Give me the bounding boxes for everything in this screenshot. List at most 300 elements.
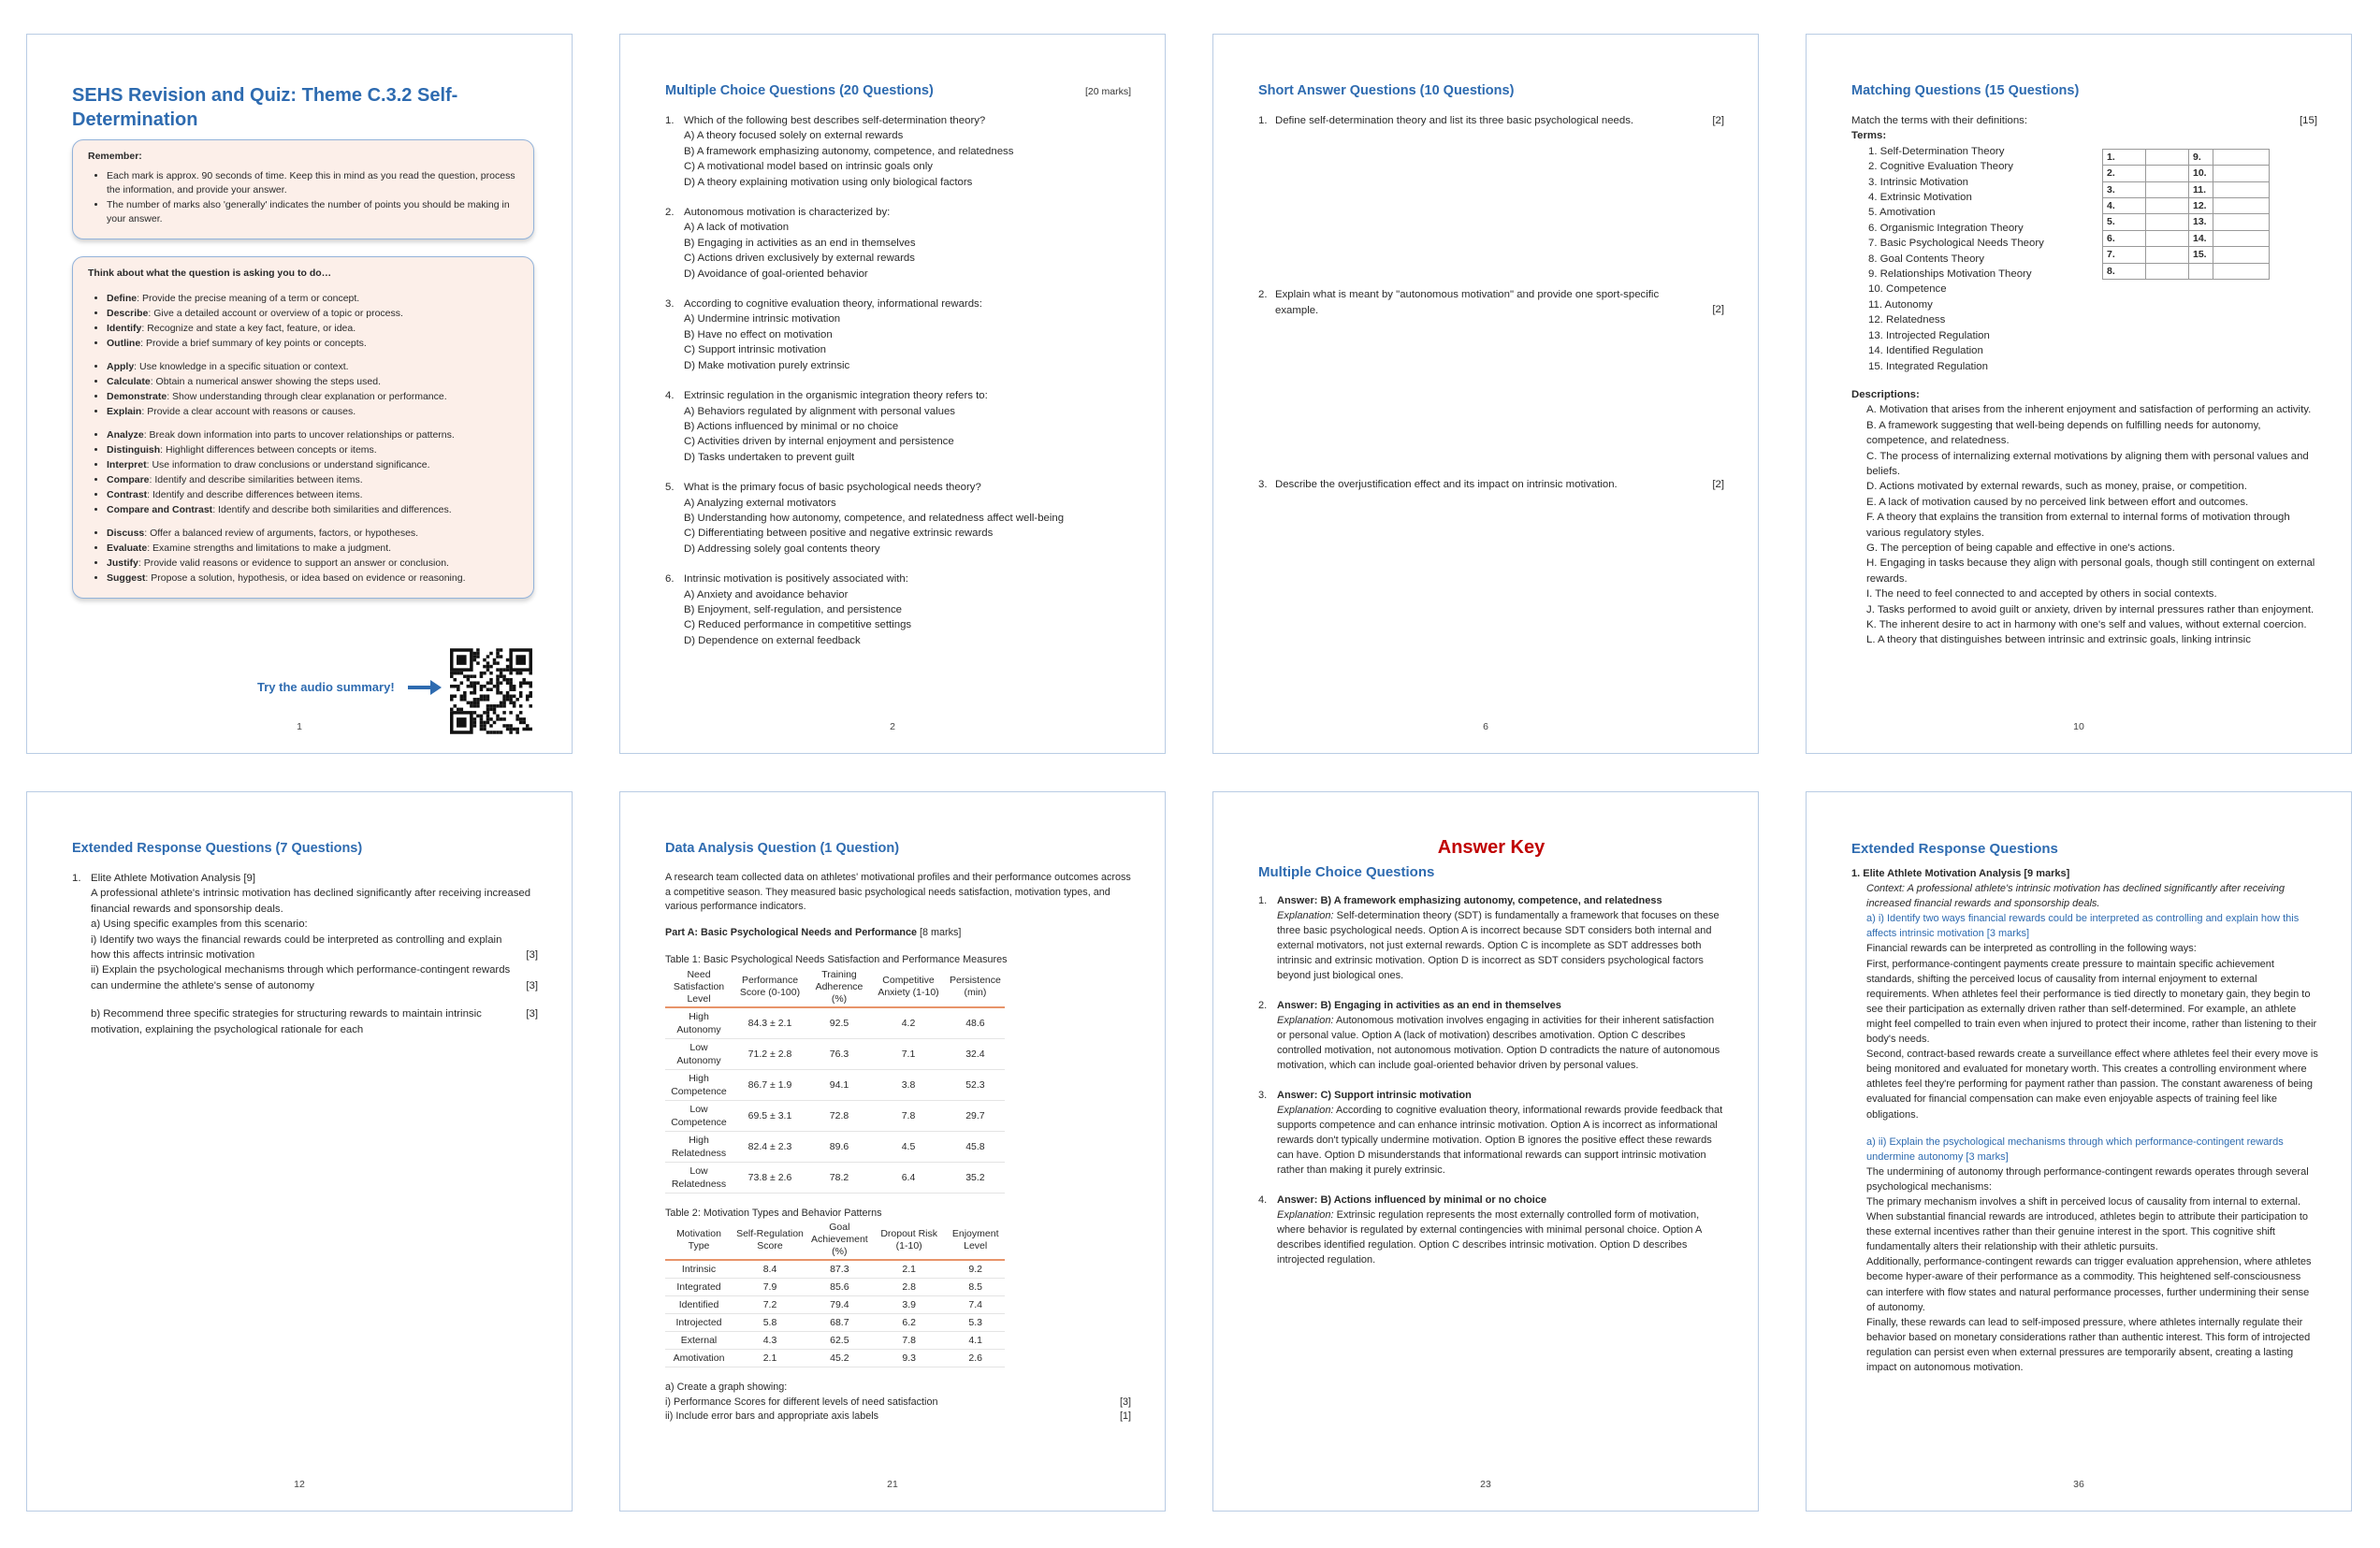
table-header: Competitive Anxiety (1-10) (871, 968, 946, 1007)
table-cell: 8.4 (733, 1260, 807, 1279)
answer-cell[interactable]: 10. (2189, 166, 2213, 181)
command-term: Justify (107, 557, 138, 569)
command-term-definition: Identify and describe similarities between items. (154, 474, 363, 485)
answer-paragraph: Financial rewards can be interpreted as controlling in the following ways: (1866, 943, 2197, 955)
question-number: 5. (665, 482, 675, 494)
table-cell: 7.8 (872, 1332, 947, 1350)
answer-option: D) Addressing solely goal contents theory (684, 543, 880, 555)
table-cell: 68.7 (807, 1314, 872, 1332)
command-term-item: • Compare and Contrast: Identify and describe both similarities and differences. (107, 503, 518, 517)
part-b-marks: [3] (526, 1008, 538, 1020)
table-2 (665, 1221, 1005, 1367)
descriptions-list (1851, 402, 2317, 648)
answer-explanation (1277, 1103, 1724, 1178)
table-header: Enjoyment Level (947, 1221, 1005, 1260)
terms-heading: Terms: (1851, 130, 1887, 142)
sub-question-text: ii) Explain the psychological mechanisms through which performance-contingent rewards can undermine the athlete's sense of autonomy (91, 964, 511, 991)
answer-blank[interactable] (2213, 263, 2270, 279)
table-header: Persistence (min) (946, 968, 1005, 1007)
command-term-item: • Distinguish: Highlight differences between concepts or items. (107, 443, 518, 457)
table-cell: 82.4 ± 2.3 (733, 1131, 807, 1162)
command-term-definition: Provide a brief summary of key points or concepts. (146, 338, 367, 349)
table-cell: 4.5 (871, 1131, 946, 1162)
descriptions-heading: Descriptions: (1851, 388, 1920, 400)
table-cell: Amotivation (665, 1350, 733, 1367)
table-row (665, 1162, 1005, 1193)
document-title: SEHS Revision and Quiz: Theme C.3.2 Self-Determination (72, 85, 458, 130)
extended-question (72, 871, 538, 1037)
command-term-item: • Describe: Give a detailed account or overview of a topic or process. (107, 307, 518, 321)
answer-cell[interactable]: 6. (2103, 230, 2146, 246)
command-term: Compare (107, 474, 150, 485)
answer-cell[interactable]: 4. (2103, 198, 2146, 214)
page-4 (1806, 34, 2352, 754)
table-cell: 84.3 ± 2.1 (733, 1007, 807, 1039)
answer-option: C) Activities driven by internal enjoyment and persistence (684, 436, 954, 448)
remember-box (72, 139, 534, 239)
question-number: 2. (1258, 289, 1268, 301)
answer-blank[interactable] (2213, 247, 2270, 263)
answer-number: 1. (1258, 895, 1268, 906)
command-term-item: • Compare: Identify and describe similarities between items. (107, 473, 518, 487)
mcq-item (665, 388, 1131, 465)
answer-cell[interactable]: 15. (2189, 247, 2213, 263)
command-terms-box (72, 256, 534, 599)
answer-option: D) Tasks undertaken to prevent guilt (684, 451, 855, 463)
table-row (665, 1069, 1005, 1100)
command-terms-heading: Think about what the question is asking you to do… (88, 268, 332, 279)
question-number: 1. (72, 873, 81, 884)
command-term: Describe (107, 308, 149, 319)
command-term: Calculate (107, 376, 151, 387)
question-number: 6. (665, 573, 675, 586)
remember-list (88, 169, 518, 226)
answer-context: Context: A professional athlete's intrinsic motivation has declined significantly after receiving increased financial rewards and sponsorship deals. (1866, 883, 2286, 910)
page-number: 36 (2073, 1479, 2084, 1490)
answer-cell[interactable]: 12. (2189, 198, 2213, 214)
command-term-definition: Provide valid reasons or evidence to support an answer or conclusion. (143, 557, 449, 569)
answer-item (1258, 1193, 1724, 1267)
table-cell: 4.1 (947, 1332, 1005, 1350)
explanation-label: Explanation: (1277, 1209, 1334, 1221)
table-cell: Introjected (665, 1314, 733, 1332)
sub-question (91, 933, 538, 963)
command-term-item: • Demonstrate: Show understanding through clear explanation or performance. (107, 390, 518, 404)
remember-heading: Remember: (88, 151, 142, 162)
answer-explanation (1277, 1208, 1724, 1267)
description-item: H. Engaging in tasks because they align with personal goals, though still contingent on external rewards. (1866, 557, 2315, 585)
table-cell: Intrinsic (665, 1260, 733, 1279)
table-cell: Integrated (665, 1279, 733, 1296)
answer-number: 4. (1258, 1194, 1268, 1206)
graph-sub-question-text: ii) Include error bars and appropriate axis labels (665, 1411, 879, 1422)
question-number: 1. (1258, 115, 1268, 126)
answer-number: 2. (1258, 1000, 1268, 1011)
question-text: Define self-determination theory and list its three basic psychological needs. (1275, 115, 1634, 126)
short-answer-item (1258, 477, 1724, 492)
table-cell: 9.2 (947, 1260, 1005, 1279)
table-2-caption: Table 2: Motivation Types and Behavior Patterns (665, 1207, 882, 1219)
table-row (665, 1260, 1005, 1279)
table-header: Dropout Risk (1-10) (872, 1221, 947, 1260)
table-cell: 71.2 ± 2.8 (733, 1038, 807, 1069)
section-heading (72, 841, 538, 856)
answer-option: B) A framework emphasizing autonomy, competence, and relatedness (684, 145, 1014, 157)
answer-paragraph: The undermining of autonomy through performance-contingent rewards operates through several psychological mechanisms: (1866, 1165, 2309, 1193)
answer-cell[interactable]: 13. (2189, 214, 2213, 230)
answer-blank[interactable] (2146, 166, 2189, 181)
command-term-item: • Identify: Recognize and state a key fact, feature, or idea. (107, 322, 518, 336)
page-7 (1212, 791, 1759, 1512)
table-row (665, 1100, 1005, 1131)
description-item: K. The inherent desire to act in harmony with one's self and values, without external coercion. (1866, 619, 2307, 630)
term-item: 12. Relatedness (1868, 314, 1946, 326)
question-text: Autonomous motivation is characterized by: (684, 207, 891, 219)
table-cell: 7.9 (733, 1279, 807, 1296)
table-cell: 52.3 (946, 1069, 1005, 1100)
command-term-definition: Recognize and state a key fact, feature, or idea. (147, 323, 356, 334)
table-row (665, 1296, 1005, 1314)
table-cell: 94.1 (807, 1069, 871, 1100)
command-term-definition: Obtain a numerical answer showing the steps used. (155, 376, 381, 387)
section-heading (665, 841, 1131, 856)
command-term: Explain (107, 406, 142, 417)
answer-item (1258, 1088, 1724, 1178)
command-term-item: • Interpret: Use information to draw conclusions or understand significance. (107, 458, 518, 472)
answer-cell[interactable]: 2. (2103, 166, 2146, 181)
answer-option: A) A theory focused solely on external rewards (684, 130, 904, 142)
answer-blank[interactable] (2146, 181, 2189, 197)
answer-option: D) Avoidance of goal-oriented behavior (684, 268, 868, 280)
term-item: 13. Introjected Regulation (1868, 329, 1990, 341)
answer-blank[interactable] (2213, 230, 2270, 246)
sub-question-2: a) ii) Explain the psychological mechanisms through which performance-contingent rewards undermine autonomy [3 marks] (1866, 1136, 2284, 1163)
table-cell: 79.4 (807, 1296, 872, 1314)
page-number: 12 (294, 1479, 305, 1490)
audio-summary-label: Try the audio summary! (257, 680, 395, 694)
question-text: Which of the following best describes self-determination theory? (684, 115, 986, 126)
table-cell: Identified (665, 1296, 733, 1314)
answer-cell[interactable]: 7. (2103, 247, 2146, 263)
mcq-item (665, 297, 1131, 373)
part-a-marks: [8 marks] (920, 926, 962, 938)
table-cell: 7.2 (733, 1296, 807, 1314)
question-context: A professional athlete's intrinsic motivation has declined significantly after receiving increased financial rewards and sponsorship deals. (91, 888, 531, 915)
command-term-definition: Identify and describe both similarities and differences. (218, 504, 452, 515)
short-answer-list (1258, 113, 1724, 493)
command-term-item: • Apply: Use knowledge in a specific situation or context. (107, 360, 518, 374)
table-header: Goal Achievement (%) (807, 1221, 872, 1260)
question-text: What is the primary focus of basic psychological needs theory? (684, 482, 981, 494)
command-term: Outline (107, 338, 141, 349)
explanation-label: Explanation: (1277, 1105, 1334, 1116)
table-cell: 78.2 (807, 1162, 871, 1193)
table-cell: 7.4 (947, 1296, 1005, 1314)
page-8 (1806, 791, 2352, 1512)
question-number: 1. (665, 115, 675, 126)
page-number: 2 (890, 721, 895, 732)
remember-item: • Each mark is approx. 90 seconds of time. Keep this in mind as you read the question, process the information, and provide your answer. (107, 169, 518, 197)
table-cell: 6.2 (872, 1314, 947, 1332)
page-number: 21 (887, 1479, 898, 1490)
command-term: Interpret (107, 459, 147, 470)
term-item: 6. Organismic Integration Theory (1868, 222, 2024, 234)
explanation-text: Autonomous motivation involves engaging in activities for their inherent satisfaction or personal value. Option A (lack of motivation) describes amotivation. Option C describes controlled motivation, not autonomous motivation. Option D contradicts the nature of autonomous motivation, which can include goal-oriented behavior driven by personal values. (1277, 1015, 1720, 1071)
command-term: Discuss (107, 528, 145, 539)
answer-cell[interactable]: 11. (2189, 181, 2213, 197)
page-5 (26, 791, 573, 1512)
command-term-item: • Contrast: Identify and describe differences between items. (107, 488, 518, 502)
answer-option: D) Make motivation purely extrinsic (684, 359, 850, 371)
answer-cell[interactable] (2189, 263, 2213, 279)
command-term-item: • Outline: Provide a brief summary of key points or concepts. (107, 337, 518, 351)
question-part-b (91, 1006, 538, 1037)
term-item: 1. Self-Determination Theory (1868, 145, 2005, 157)
table-cell: 4.2 (871, 1007, 946, 1039)
answer-option: B) Actions influenced by minimal or no choice (684, 420, 899, 432)
question-marks: [2] (1712, 304, 1724, 316)
question-text: Extrinsic regulation in the organismic integration theory refers to: (684, 390, 988, 402)
answer-option: B) Engaging in activities as an end in themselves (684, 237, 916, 249)
answer-explanation (1277, 908, 1724, 983)
answer-blank[interactable] (2213, 198, 2270, 214)
term-item: 5. Amotivation (1868, 207, 1936, 219)
description-item: B. A framework suggesting that well-being depends on fulfilling needs for autonomy, competence, and relatedness. (1866, 419, 2261, 447)
graph-sub-question-marks: [3] (1119, 1396, 1131, 1408)
table-cell: 32.4 (946, 1038, 1005, 1069)
term-item: 9. Relationships Motivation Theory (1868, 268, 2032, 281)
command-term-definition: Propose a solution, hypothesis, or idea based on evidence or reasoning. (151, 572, 466, 584)
answer-option: D) A theory explaining motivation using only biological factors (684, 176, 973, 188)
term-item: 15. Integrated Regulation (1868, 360, 1988, 372)
command-term-definition: Examine strengths and limitations to make a judgment. (152, 543, 392, 554)
answer-paragraph: First, performance-contingent payments create pressure to maintain specific achievement standards, shifting the perceived locus of causality from internal enjoyment to external requirements. When athletes feel their performance is tied directly to monetary gain, they begin to see their participation as externally driven rather than self-determined. For example, an athlete might feel compelled to train even when injured to protect their income, rather than listening to their body's needs. (1866, 958, 2317, 1046)
mcq-item (665, 205, 1131, 282)
answer-option: C) A motivational model based on intrinsic goals only (684, 161, 933, 173)
table-cell: 35.2 (946, 1162, 1005, 1193)
audio-summary-link[interactable] (257, 680, 432, 694)
short-answer-item (1258, 287, 1724, 318)
answer-cell[interactable]: 9. (2189, 149, 2213, 165)
explanation-label: Explanation: (1277, 910, 1334, 921)
section-title: Extended Response Questions (1851, 841, 2058, 857)
term-item: 10. Competence (1868, 283, 1947, 296)
question-heading: Elite Athlete Motivation Analysis [9] (91, 873, 256, 884)
answer-text: Answer: C) Support intrinsic motivation (1277, 1090, 1472, 1101)
table-cell: 62.5 (807, 1332, 872, 1350)
answer-option: C) Differentiating between positive and negative extrinsic rewards (684, 528, 994, 540)
table-cell: 7.1 (871, 1038, 946, 1069)
table-cell: High Relatedness (665, 1131, 733, 1162)
term-item: 8. Goal Contents Theory (1868, 253, 1984, 265)
table-cell: 86.7 ± 1.9 (733, 1069, 807, 1100)
answer-number: 3. (1258, 1090, 1268, 1101)
answer-item (1258, 998, 1724, 1073)
answer-list (1258, 893, 1724, 1267)
section-title: Multiple Choice Questions (1258, 864, 1435, 880)
page-number: 6 (1483, 721, 1488, 732)
answer-option: B) Enjoyment, self-regulation, and persistence (684, 603, 902, 615)
answer-blank[interactable] (2213, 214, 2270, 230)
question-number: 3. (665, 298, 675, 311)
answer-blank[interactable] (2146, 198, 2189, 214)
answer-blank[interactable] (2146, 230, 2189, 246)
command-term: Demonstrate (107, 391, 167, 402)
question-part-a: a) Using specific examples from this scenario: (91, 919, 308, 931)
section-heading (1258, 864, 1724, 880)
command-term: Compare and Contrast (107, 504, 213, 515)
answer-blank[interactable] (2213, 149, 2270, 165)
answer-option: A) Anxiety and avoidance behavior (684, 588, 849, 600)
explanation-text: Extrinsic regulation represents the most externally controlled form of motivation, where behavior is regulated by external contingencies with minimal personal choice. Option A describes identified regulation. Option C describes intrinsic motivation. Option D describes introjected regulation. (1277, 1209, 1702, 1266)
answer-option: C) Actions driven exclusively by external rewards (684, 253, 915, 265)
table-cell: 76.3 (807, 1038, 871, 1069)
answer-key-title: Answer Key (1437, 837, 1546, 858)
table-header: Need Satisfaction Level (665, 968, 733, 1007)
question-number: 2. (665, 207, 675, 219)
page-number: 1 (297, 721, 302, 732)
table-cell: Low Relatedness (665, 1162, 733, 1193)
table-cell: 85.6 (807, 1279, 872, 1296)
part-a-title: Part A: Basic Psychological Needs and Performance (665, 926, 918, 938)
table-row (665, 1350, 1005, 1367)
term-item: 4. Extrinsic Motivation (1868, 192, 1972, 204)
answer-cell[interactable]: 3. (2103, 181, 2146, 197)
answer-cell[interactable]: 14. (2189, 230, 2213, 246)
table-cell: 2.8 (872, 1279, 947, 1296)
answer-heading: 1. Elite Athlete Motivation Analysis [9 marks] (1851, 868, 2070, 879)
description-item: E. A lack of motivation caused by no perceived link between effort and outcomes. (1866, 496, 2249, 508)
sub-question-marks: [3] (526, 949, 538, 962)
answer-blank[interactable] (2146, 263, 2189, 279)
page-2 (619, 34, 1166, 754)
command-term-definition: Show understanding through clear explanation or performance. (172, 391, 447, 402)
page-number: 10 (2073, 721, 2084, 732)
answer-blank[interactable] (2146, 149, 2189, 165)
command-term-definition: Break down information into parts to uncover relationships or patterns. (149, 429, 455, 441)
graph-sub-question (665, 1396, 1131, 1411)
table-row (665, 1279, 1005, 1296)
answer-paragraph: Additionally, performance-contingent rewards can trigger evaluation apprehension, where athletes become hyper-aware of their performance as a commodity. This heightened self-consciousness can interfere with flow states and natural performance processes, further undermining their sense of autonomy. (1866, 1256, 2312, 1313)
data-question: a) Create a graph showing: (665, 1382, 788, 1393)
description-item: L. A theory that distinguishes between intrinsic and extrinsic goals, linking intrinsic (1866, 634, 2251, 646)
table-header: Training Adherence (%) (807, 968, 871, 1007)
term-item: 7. Basic Psychological Needs Theory (1868, 238, 2044, 250)
graph-sub-question (665, 1410, 1131, 1425)
answer-blank[interactable] (2213, 166, 2270, 181)
explanation-text: According to cognitive evaluation theory, informational rewards provide feedback that supports competence and can enhance intrinsic motivation. Option A is incorrect as informational rewards don't typically undermine motivation. Option B ignores the positive effect these rewards can have. Option D misunderstands that informational rewards can support intrinsic motivation rather than making it purely extrinsic. (1277, 1105, 1723, 1176)
table-cell: 69.5 ± 3.1 (733, 1100, 807, 1131)
question-marks: [2] (1712, 479, 1724, 491)
answer-cell[interactable]: 1. (2103, 149, 2146, 165)
table-cell: 48.6 (946, 1007, 1005, 1039)
answer-explanation (1277, 1013, 1724, 1073)
command-term-item: • Analyze: Break down information into parts to uncover relationships or patterns. (107, 428, 518, 442)
description-item: G. The perception of being capable and effective in one's actions. (1866, 542, 2175, 554)
command-term-definition: Use information to draw conclusions or understand significance. (152, 459, 430, 470)
answer-text: Answer: B) Engaging in activities as an end in themselves (1277, 1000, 1561, 1011)
command-term: Identify (107, 323, 142, 334)
command-term: Suggest (107, 572, 146, 584)
table-cell: 45.2 (807, 1350, 872, 1367)
table-cell: 5.3 (947, 1314, 1005, 1332)
table-cell: 8.5 (947, 1279, 1005, 1296)
table-cell: High Autonomy (665, 1007, 733, 1039)
matching-intro (1851, 113, 2317, 128)
answer-paragraph: The primary mechanism involves a shift in perceived locus of causality from internal to external. When substantial financial rewards are introduced, athletes begin to attribute their participation to these external incentives rather than their genuine interest in the sport. This cognitive shift fundamentally alters their relationship with their athletic pursuits. (1866, 1195, 2309, 1253)
table-cell: 92.5 (807, 1007, 871, 1039)
answer-item (1258, 893, 1724, 983)
command-term: Evaluate (107, 543, 148, 554)
table-cell: 72.8 (807, 1100, 871, 1131)
sub-question-1: a) i) Identify two ways financial rewards could be interpreted as controlling and explain how this affects intrinsic motivation [3 marks] (1866, 913, 2300, 940)
description-item: C. The process of internalizing external motivations by aligning them with personal values and beliefs. (1866, 450, 2309, 477)
page-6 (619, 791, 1166, 1512)
sub-question-text: i) Identify two ways the financial rewards could be interpreted as controlling and explain how this affects intrinsic motivation (91, 933, 502, 962)
question-marks: [2] (1712, 115, 1724, 126)
explanation-label: Explanation: (1277, 1015, 1334, 1026)
matching-instruction: Match the terms with their definitions: (1851, 115, 2028, 126)
section-heading (1851, 841, 2319, 857)
table-cell: Low Competence (665, 1100, 733, 1131)
part-a-heading (665, 926, 1131, 941)
description-item: F. A theory that explains the transition from external to internal forms of motivation through various regulatory styles. (1866, 512, 2290, 539)
answer-option: A) Behaviors regulated by alignment with personal values (684, 405, 955, 417)
command-term-definition: Give a detailed account or overview of a topic or process. (153, 308, 403, 319)
table-cell: 6.4 (871, 1162, 946, 1193)
answer-option: B) Understanding how autonomy, competence, and relatedness affect well-being (684, 512, 1065, 524)
question-text: According to cognitive evaluation theory, informational rewards: (684, 298, 982, 311)
section-title: Short Answer Questions (10 Questions) (1258, 83, 1515, 98)
table-cell: 2.6 (947, 1350, 1005, 1367)
command-term-item: • Suggest: Propose a solution, hypothesis, or idea based on evidence or reasoning. (107, 571, 518, 586)
section-heading (1851, 83, 2317, 98)
command-terms-list (88, 292, 518, 586)
question-text: Explain what is meant by "autonomous motivation" and provide one sport-specific example. (1275, 289, 1660, 316)
answer-blank[interactable] (2146, 247, 2189, 263)
command-term-item: • Explain: Provide a clear account with reasons or causes. (107, 405, 518, 419)
section-title: Data Analysis Question (1 Question) (665, 841, 900, 856)
command-term-item: • Define: Provide the precise meaning of a term or concept. (107, 292, 518, 306)
question-number: 4. (665, 390, 675, 402)
answer-cell[interactable]: 8. (2103, 263, 2146, 279)
answer-text: Answer: B) A framework emphasizing autonomy, competence, and relatedness (1277, 895, 1662, 906)
answer-blank[interactable] (2146, 214, 2189, 230)
table-cell: 9.3 (872, 1350, 947, 1367)
arrow-right-icon (408, 686, 432, 689)
answer-option: D) Dependence on external feedback (684, 634, 861, 646)
short-answer-item (1258, 113, 1724, 128)
mcq-item (665, 571, 1131, 648)
term-item: 3. Intrinsic Motivation (1868, 176, 1968, 188)
answer-cell[interactable]: 5. (2103, 214, 2146, 230)
mcq-item (665, 480, 1131, 557)
part-b-text: b) Recommend three specific strategies for structuring rewards to maintain intrinsic motivation, explaining the psychological rationale for each (91, 1008, 482, 1035)
term-item: 2. Cognitive Evaluation Theory (1868, 161, 2013, 173)
table-cell: Low Autonomy (665, 1038, 733, 1069)
answer-paragraph: Finally, these rewards can lead to self-imposed pressure, where athletes internally regulate their behavior based on monetary considerations rather than authentic interest. This form of introjected regulation can persist even when external pressures are temporarily absent, creating a lasting impact on autonomous motivation. (1866, 1316, 2311, 1373)
mcq-item (665, 113, 1131, 190)
table-cell: 2.1 (733, 1350, 807, 1367)
table-cell: 3.8 (871, 1069, 946, 1100)
command-term-definition: Highlight differences between concepts or items. (166, 444, 377, 456)
table-cell: 89.6 (807, 1131, 871, 1162)
table-header: Motivation Type (665, 1221, 733, 1260)
answer-blank[interactable] (2213, 181, 2270, 197)
term-item: 14. Identified Regulation (1868, 345, 1983, 357)
sub-question-marks: [3] (526, 979, 538, 991)
table-row (665, 1314, 1005, 1332)
